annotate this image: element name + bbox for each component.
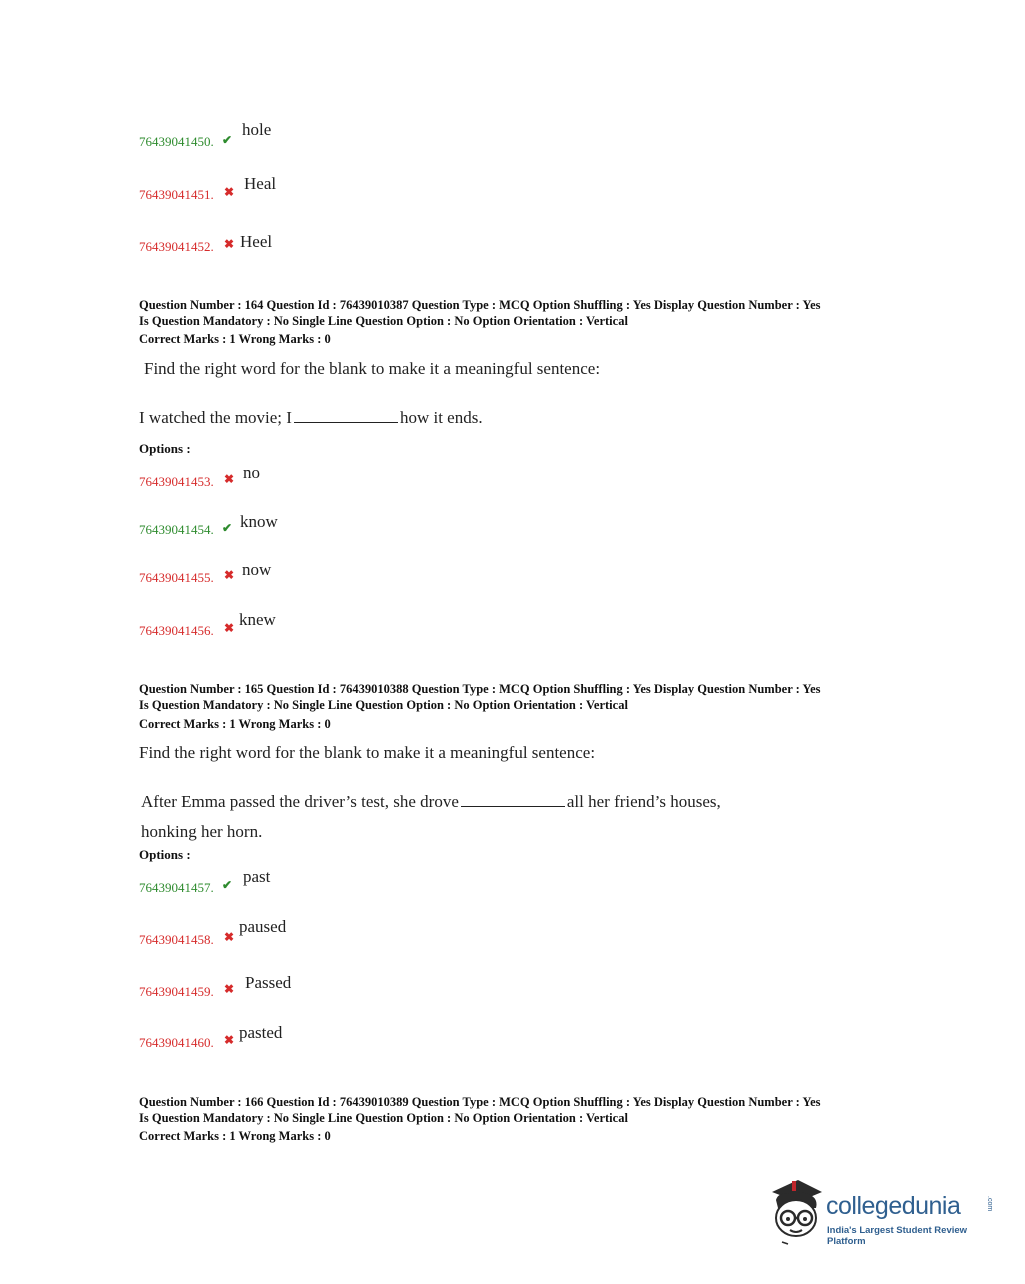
question-meta-line2: Is Question Mandatory : No Single Line Question Option : No Option Orientation : Vertical bbox=[139, 314, 628, 328]
blank-line bbox=[294, 410, 398, 423]
wrong-cross-icon: ✖ bbox=[224, 982, 235, 996]
option-text: Passed bbox=[245, 973, 292, 992]
question-meta-line2: Is Question Mandatory : No Single Line Question Option : No Option Orientation : Vertical bbox=[139, 1111, 628, 1125]
question-meta-line1: Question Number : 165 Question Id : 76439010388 Question Type : MCQ Option Shuffling : Yes Display Question Number : Yes bbox=[139, 682, 821, 696]
option-text: pasted bbox=[239, 1023, 283, 1042]
option-text: Heel bbox=[240, 232, 273, 251]
blank-line bbox=[461, 794, 565, 807]
wrong-cross-icon: ✖ bbox=[224, 472, 235, 486]
correct-check-icon: ✔ bbox=[222, 133, 233, 147]
option-text: knew bbox=[239, 610, 276, 629]
option-text: know bbox=[240, 512, 278, 531]
option-id: 76439041451. bbox=[139, 187, 214, 202]
sentence-after: all her friend’s houses, bbox=[566, 792, 721, 811]
option-text: now bbox=[242, 560, 272, 579]
question-sentence bbox=[141, 792, 721, 812]
question-meta-line3: Correct Marks : 1 Wrong Marks : 0 bbox=[139, 1129, 331, 1143]
options-label: Options : bbox=[139, 847, 191, 862]
correct-check-icon: ✔ bbox=[222, 521, 233, 535]
option-text: hole bbox=[242, 120, 272, 139]
correct-check-icon: ✔ bbox=[222, 878, 233, 892]
sentence-before: I watched the movie; I bbox=[139, 408, 292, 427]
question-meta-line3: Correct Marks : 1 Wrong Marks : 0 bbox=[139, 717, 331, 731]
option-id: 76439041454. bbox=[139, 522, 214, 537]
wrong-cross-icon: ✖ bbox=[224, 621, 235, 635]
option-text: no bbox=[243, 463, 260, 482]
wrong-cross-icon: ✖ bbox=[224, 237, 235, 251]
option-id: 76439041457. bbox=[139, 880, 214, 895]
question-prompt: Find the right word for the blank to make it a meaningful sentence: bbox=[144, 359, 601, 378]
logo-wordmark: collegedunia bbox=[826, 1192, 961, 1220]
option-id: 76439041456. bbox=[139, 623, 214, 638]
question-meta-line2: Is Question Mandatory : No Single Line Question Option : No Option Orientation : Vertical bbox=[139, 698, 628, 712]
logo-suffix: .com bbox=[986, 1196, 993, 1212]
option-text: past bbox=[243, 867, 271, 886]
option-id: 76439041452. bbox=[139, 239, 214, 254]
option-id: 76439041459. bbox=[139, 984, 214, 999]
logo-tagline: India's Largest Student Review Platform bbox=[827, 1225, 968, 1247]
question-meta-line1: Question Number : 166 Question Id : 76439010389 Question Type : MCQ Option Shuffling : Yes Display Question Number : Yes bbox=[139, 1095, 821, 1109]
question-sentence bbox=[139, 408, 483, 428]
options-label: Options : bbox=[139, 441, 191, 456]
wrong-cross-icon: ✖ bbox=[224, 568, 235, 582]
option-id: 76439041458. bbox=[139, 932, 214, 947]
wrong-cross-icon: ✖ bbox=[224, 185, 235, 199]
option-id: 76439041455. bbox=[139, 570, 214, 585]
sentence-before: After Emma passed the driver’s test, she drove bbox=[141, 792, 459, 811]
option-text: paused bbox=[239, 917, 287, 936]
wrong-cross-icon: ✖ bbox=[224, 1033, 235, 1047]
collegedunia-logo bbox=[768, 1178, 998, 1248]
mascot-icon bbox=[768, 1178, 826, 1248]
option-id: 76439041453. bbox=[139, 474, 214, 489]
option-text: Heal bbox=[244, 174, 277, 193]
sentence-after: how it ends. bbox=[399, 408, 483, 427]
question-meta-line1: Question Number : 164 Question Id : 76439010387 Question Type : MCQ Option Shuffling : Yes Display Question Number : Yes bbox=[139, 298, 821, 312]
option-id: 76439041460. bbox=[139, 1035, 214, 1050]
question-prompt: Find the right word for the blank to make it a meaningful sentence: bbox=[139, 743, 596, 762]
question-meta-line3: Correct Marks : 1 Wrong Marks : 0 bbox=[139, 332, 331, 346]
option-id: 76439041450. bbox=[139, 134, 214, 149]
question-sentence-line2: honking her horn. bbox=[141, 822, 263, 841]
wrong-cross-icon: ✖ bbox=[224, 930, 235, 944]
